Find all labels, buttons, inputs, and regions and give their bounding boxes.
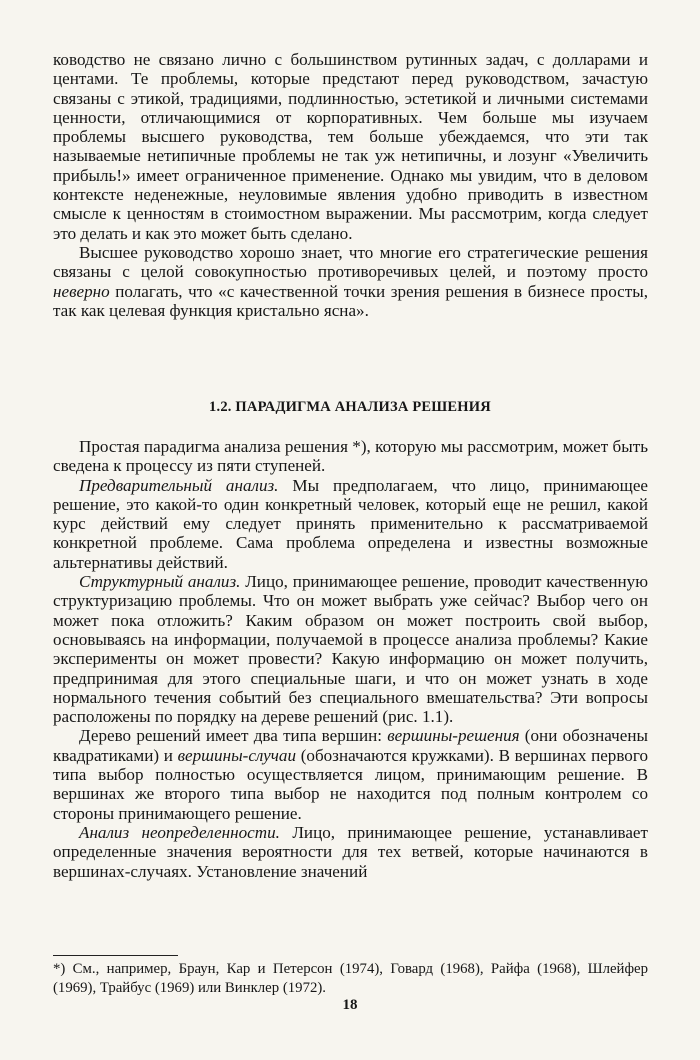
text-run: Лицо, принимающее решение, проводит качественную структуризацию проблемы. Что он может выбрать уже сейчас? Выбор чего он может пока отложить? Каким образом он может построить свой выбор, основываясь на информации, получаемой в процессе анализа проблемы? Какие эксперименты он может провести? Какую информацию он может получить, предпринимая для этого специальные шаги, и что он может узнать в ходе нормального течения событий без специального вмешательства? Эти вопросы расположены по порядку на дереве решений (рис. 1.1). bbox=[53, 572, 648, 727]
page-number: 18 bbox=[342, 997, 358, 1013]
text-run: Высшее руководство хорошо знает, что многие его стратегические решения связаны с целой совокупностью противоречивых целей, и поэтому просто bbox=[53, 242, 648, 282]
text-run: Простая парадигма анализа решения *), которую мы рассмотрим, может быть сведена к процессу из пяти ступеней. bbox=[53, 437, 648, 476]
text-run: Дерево решений имеет два типа вершин: bbox=[79, 726, 388, 746]
paragraph bbox=[53, 572, 648, 726]
italic-text: Структурный анализ. bbox=[79, 572, 241, 592]
paragraph bbox=[53, 476, 648, 572]
paragraph bbox=[53, 243, 648, 320]
paragraph bbox=[53, 437, 648, 476]
paragraph bbox=[53, 823, 648, 881]
text-run: Мы предполагаем, что лицо, принимающее решение, это какой-то один конкретный человек, который еще не решил, какой курс действий ему следует принять применительно к рассматриваемой конкретной проблеме. Сама проблема определена и известны возможные альтернативы действий. bbox=[53, 475, 649, 572]
text-run: Лицо, принимающее решение, устанавливает определенные значения вероятности для тех ветвей, которые начинаются в вершинах-случаях. Установление значений bbox=[53, 822, 648, 881]
section-heading: 1.2. ПАРАДИГМА АНАЛИЗА РЕШЕНИЯ bbox=[209, 399, 491, 415]
text-block-paradigm bbox=[53, 437, 648, 881]
italic-text: Предварительный анализ. bbox=[79, 475, 279, 495]
italic-text: Анализ неопределенности. bbox=[79, 822, 280, 842]
paragraph bbox=[53, 726, 648, 822]
text-run: (обозначаются кружками). В вершинах первого типа выбор полностью осуществляется лицом, принимающим решение. В вершинах же второго типа выбор не находится под полным контролем со стороны принимающего решение. bbox=[53, 745, 648, 823]
text-run: (они обозначены квадратиками) и bbox=[53, 726, 648, 765]
italic-text: неверно bbox=[53, 281, 110, 301]
text-run: полагать, что «с качественной точки зрения решения в бизнесе просты, так как целевая функция кристально ясна». bbox=[53, 281, 648, 320]
italic-text: вершины-решения bbox=[387, 726, 520, 746]
footnote: *) См., например, Браун, Кар и Петерсон (1974), Говард (1968), Райфа (1968), Шлейфер (1969), Трайбус (1969) или Винклер (1972). bbox=[53, 961, 648, 996]
text-block-intro bbox=[53, 50, 648, 320]
text-run: ководство не связано лично с большинством рутинных задач, с долларами и центами. Те проблемы, которые предстают перед руководством, зачастую связаны с этикой, традициями, подлинностью, эстетикой и личными системами ценности, отличающимися от корпоративных. Чем больше мы изучаем проблемы высшего руководства, тем больше убеждаемся, что эти так называемые нетипичные проблемы не так уж нетипичны, и лозунг «Увеличить прибыль!» имеет ограниченное применение. Однако мы увидим, что в деловом контексте неденежные, неуловимые явления удобно приводить в известном смысле к ценностям в стоимостном выражении. Мы рассмотрим, когда следует это делать и как это может быть сделано. bbox=[53, 50, 648, 243]
italic-text: вершины-случаи bbox=[177, 745, 296, 765]
paragraph bbox=[53, 50, 648, 243]
footnote-rule bbox=[53, 955, 178, 956]
